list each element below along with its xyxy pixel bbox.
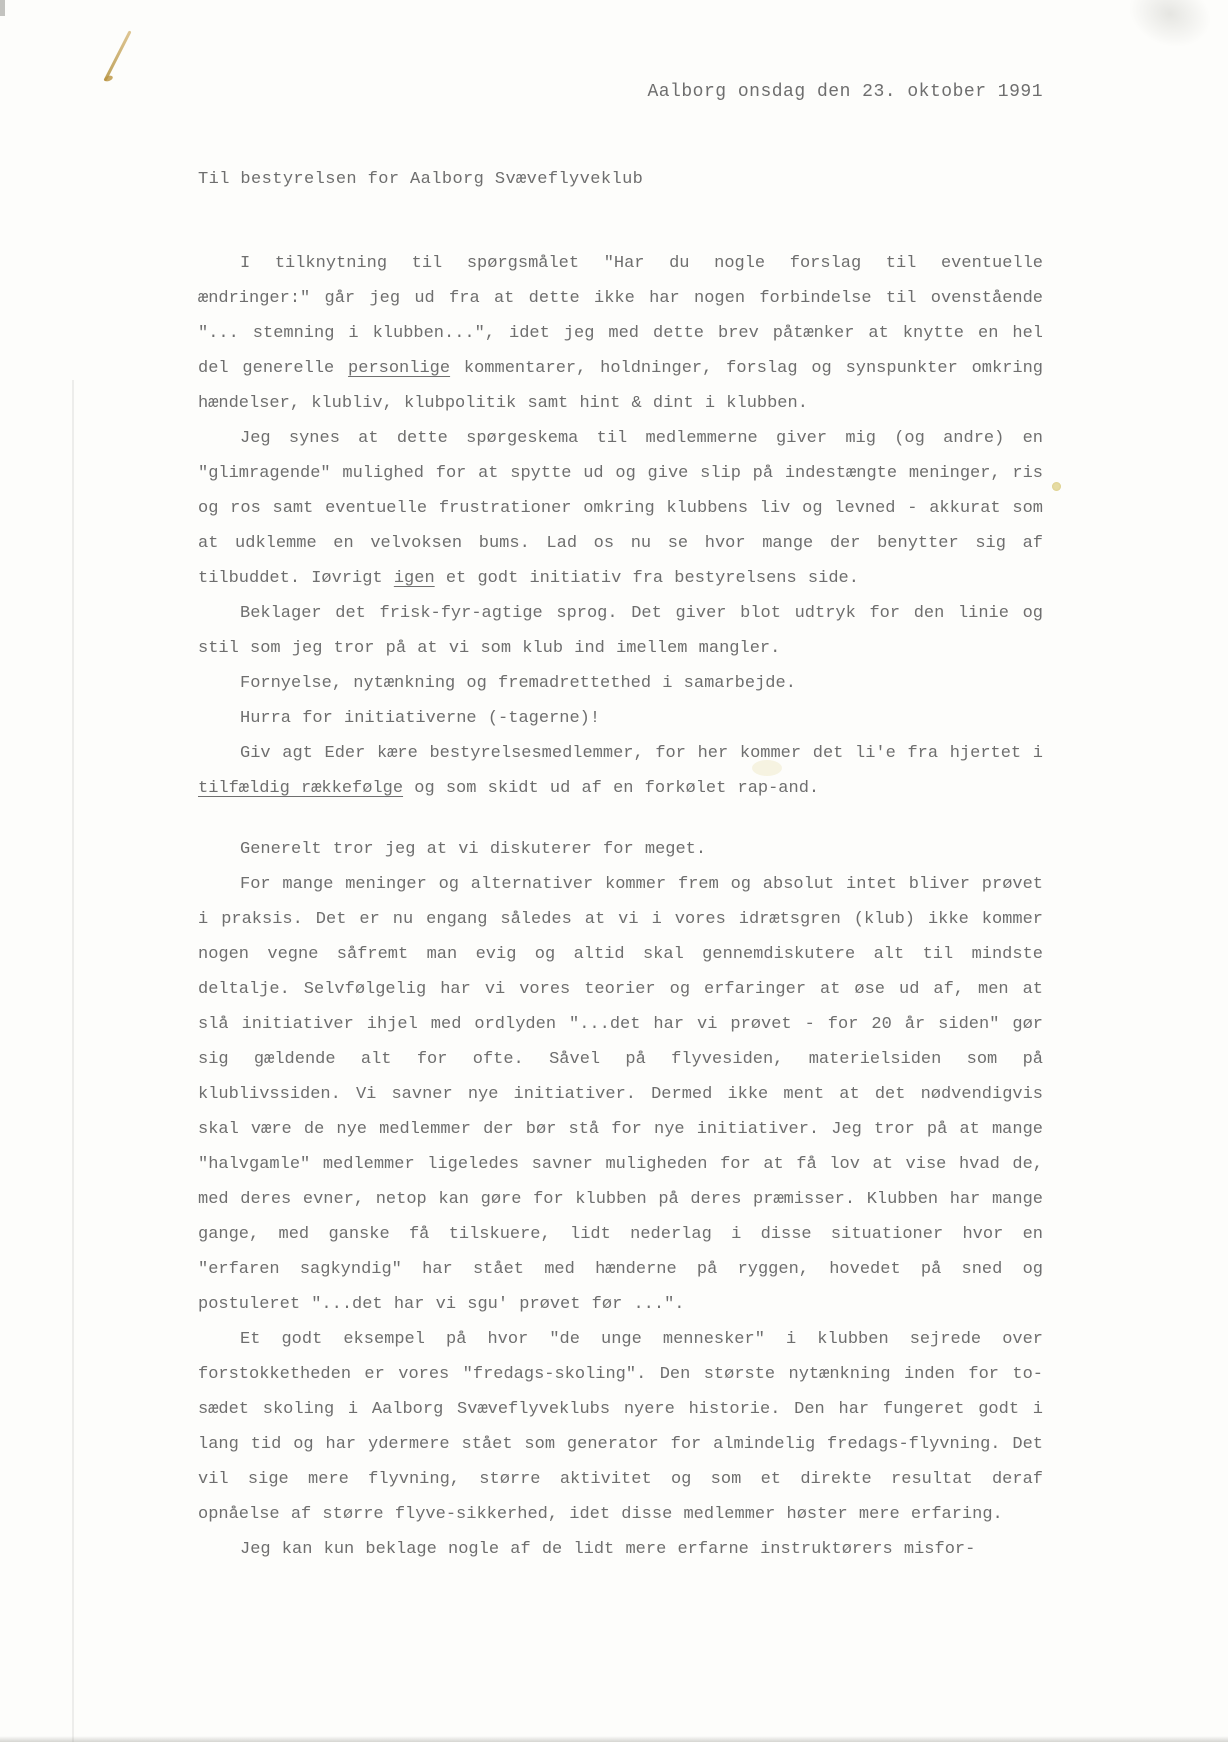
text-segment: et godt initiativ fra bestyrelsens side. xyxy=(434,569,859,588)
paragraph xyxy=(198,736,1043,806)
underlined-text: igen xyxy=(393,569,435,588)
paragraph xyxy=(198,1322,1043,1532)
paragraph xyxy=(198,832,1043,867)
underlined-text: personlige xyxy=(348,359,451,378)
text-segment: Fornyelse, nytænkning og fremadrettethed i samarbejde. xyxy=(240,674,796,693)
paragraph xyxy=(198,596,1043,666)
text-segment: Jeg synes at dette spørgeskema til medlemmerne giver mig (og andre) en "glimragende" mulighed for at spytte ud og give slip på indestængte meninger, ris og ros samt eventuelle frustrationer omkring klubbens liv og levned - akkurat som at udklemme en velvoksen bums. Lad os nu se hvor mange der benytter sig af tilbuddet. Iøvrigt xyxy=(198,429,1043,588)
text-segment: Generelt tror jeg at vi diskuterer for meget. xyxy=(240,840,707,859)
text-segment: For mange meninger og alternativer kommer frem og absolut intet bliver prøvet i praksis. Det er nu engang således at vi i vores idrætsgren (klub) ikke kommer nogen vegne såfremt man evig og altid skal gennemdiskutere alt til mindste deltalje. Selvfølgelig har vi vores teorier og erfaringer at øse ud af, men at slå initiativer ihjel med ordlyden "...det har vi prøvet - for 20 år siden" gør sig gældende alt for ofte. Såvel på flyvesiden, materielsiden som på klublivssiden. Vi savner nye initiativer. Dermed ikke ment at det nødvendigvis skal være de nye medlemmer der bør stå for nye initiativer. Jeg tror på at mange "halvgamle" medlemmer ligeledes savner muligheden for at få lov at vise hvad de, med deres evner, netop kan gøre for klubben på deres præmisser. Klubben har mange gange, med ganske få tilskuere, lidt nederlag i disse situationer hvor en "erfaren sagkyndig" har stået med hænderne på ryggen, hovedet på sned og postuleret "...det har vi sgu' prøvet før ...". xyxy=(198,875,1043,1314)
salutation: Til bestyrelsen for Aalborg Svæveflyveklub xyxy=(198,170,644,189)
text-segment: Giv agt Eder kære bestyrelsesmedlemmer, for her kommer det li'e fra hjertet i xyxy=(240,744,1043,763)
text-segment: kommentarer, holdninger, forslag og synspunkter omkring hændelser, klubliv, klubpolitik samt hint & dint i klubben. xyxy=(198,359,1044,413)
paragraph xyxy=(198,1532,1043,1567)
paragraph xyxy=(198,666,1043,701)
underlined-text: tilfældig rækkefølge xyxy=(198,779,404,798)
letter-body xyxy=(198,246,1043,1567)
letter-section xyxy=(198,246,1043,806)
text-segment: I tilknytning til spørgsmålet "Har du nogle forslag til eventuelle ændringer:" går jeg ud fra at dette ikke har nogen forbindelse til ovenstående "... stemning i klubben...", idet jeg med dette brev påtænker at knytte en hel del generelle xyxy=(198,254,1043,378)
scan-crease-line xyxy=(72,380,74,1742)
paragraph xyxy=(198,867,1043,1322)
paper-smudge xyxy=(1120,0,1221,58)
pen-scratch-mark xyxy=(103,30,131,81)
paper-stain-dot xyxy=(1052,482,1061,491)
date-line: Aalborg onsdag den 23. oktober 1991 xyxy=(647,82,1043,102)
text-segment: Jeg kan kun beklage nogle af de lidt mere erfarne instruktørers misfor- xyxy=(240,1540,976,1559)
paragraph xyxy=(198,246,1043,421)
text-segment: Hurra for initiativerne (-tagerne)! xyxy=(240,709,601,728)
text-segment: Et godt eksempel på hvor "de unge mennesker" i klubben sejrede over forstokketheden er vores "fredags-skoling". Den største nytænkning inden for to-sædet skoling i Aalborg Svæveflyveklubs nyere historie. Den har fungeret godt i lang tid og har ydermere stået som generator for almindelig fredags-flyvning. Det vil sige mere flyvning, større aktivitet og som et direkte resultat deraf opnåelse af større flyve-sikkerhed, idet disse medlemmer høster mere erfaring. xyxy=(198,1330,1043,1524)
text-segment: og som skidt ud af en forkølet rap-and. xyxy=(403,779,820,798)
scan-corner-mark xyxy=(0,0,5,16)
scan-edge-shadow xyxy=(0,1736,1228,1742)
letter-section xyxy=(198,832,1043,1567)
text-segment: Beklager det frisk-fyr-agtige sprog. Det giver blot udtryk for den linie og stil som jeg tror på at vi som klub ind imellem mangler. xyxy=(198,604,1043,658)
paragraph xyxy=(198,701,1043,736)
paragraph xyxy=(198,421,1043,596)
